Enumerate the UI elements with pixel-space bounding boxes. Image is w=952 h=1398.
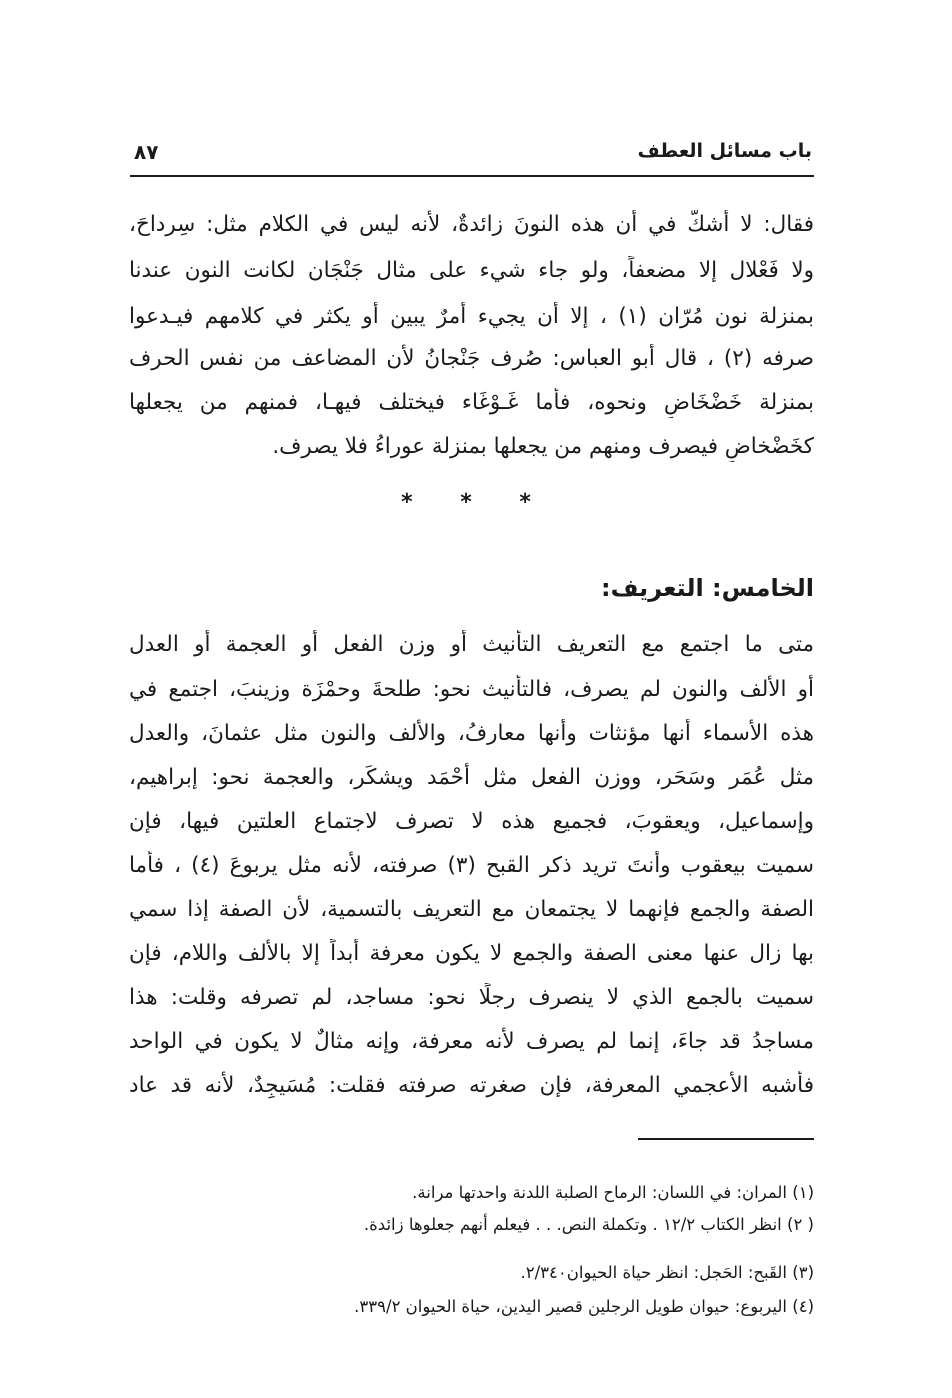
paragraph-2-line-8: بها زال عنها معنى الصفة والجمع لا يكون معرفة أبداً إلا بالألف واللام، فإن	[129, 941, 814, 966]
paragraph-2-line-5: وإسماعيل، ويعقوبَ، فجميع هذه لا تصرف لاجتماع العلتين فيها، فإن	[129, 809, 814, 834]
footnote-3: (٣) القَبح: الحَجل: انظر حياة الحيوان٢/٣٤٠.	[520, 1263, 814, 1282]
page-number: ٨٧	[134, 140, 159, 164]
paragraph-1-line-5: بمنزلة خَضْخَاضٍ ونحوه، فأما غَـوْغَاء فيختلف فيهـا، فمنهم من يجعلها	[129, 390, 814, 415]
header-rule	[130, 175, 814, 177]
paragraph-2-line-4: مثل عُمَر وسَحَر، ووزن الفعل مثل أَحْمَد ويشكَر، والعجمة نحو: إبراهيم،	[129, 765, 814, 790]
footnote-2: ( ٢) انظر الكتاب ١٢/٢ . وتكملة النص. . . فيعلم أنهم جعلوها زائدة.	[363, 1215, 814, 1234]
running-head	[130, 138, 812, 172]
paragraph-2-line-1: متى ما اجتمع مع التعريف التأنيث أو وزن الفعل أو العجمة أو العدل	[129, 632, 814, 657]
paragraph-1-line-1: فقال: لا أشكُّ في أن هذه النونَ زائدةٌ، لأنه ليس في الكلام مثل: سِرداحَ،	[129, 212, 814, 237]
paragraph-2-line-2: أو الألف والنون لم يصرف، فالتأنيث نحو: طلحةَ وحمْزَة وزينبَ، اجتمع في	[129, 677, 814, 702]
section-heading: الخامس: التعريف:	[601, 574, 814, 602]
section-separator: * * *	[401, 490, 551, 515]
footnote-1: (١) المران: في اللسان: الرماح الصلبة اللدنة واحدتها مرانة.	[412, 1183, 814, 1202]
paragraph-1-line-4: صرفه (٢) ، قال أبو العباس: صُرف جَنْجانُ لأن المضاعف من نفس الحرف	[129, 346, 814, 371]
paragraph-1-line-6: كخَضْخاضٍ فيصرف ومنهم من يجعلها بمنزلة عوراءُ فلا يصرف.	[272, 434, 814, 459]
paragraph-2-line-11: فأشبه الأعجمي المعرفة، فإن صغرته صرفته فقلت: مُسَيجِدٌ، لأنه قد عاد	[129, 1073, 814, 1098]
chapter-title: باب مسائل العطف	[637, 140, 812, 162]
paragraph-2-line-6: سميت بيعقوب وأنتَ تريد ذكر القبح (٣) صرفته، لأنه مثل يربوعَ (٤) ، فأما	[129, 853, 814, 878]
paragraph-1-line-3: بمنزلة نون مُرّان (١) ، إلا أن يجيء أمرٌ يبين أو يكثر في كلامهم فيـدعوا	[129, 304, 814, 329]
paragraph-1-line-2: ولا فَعْلال إلا مضعفاً، ولو جاء شيء على مثال جَنْجَان لكانت النون عندنا	[129, 258, 814, 283]
footnote-4: (٤) اليربوع: حيوان طويل الرجلين قصير اليدين، حياة الحيوان ٣٣٩/٢.	[354, 1297, 814, 1316]
paragraph-2-line-7: الصفة والجمع فإنهما لا يجتمعان مع التعريف بالتسمية، لأن الصفة إذا سمي	[129, 897, 814, 922]
paragraph-2-line-9: سميت بالجمع الذي لا ينصرف رجلًا نحو: مساجد، لم تصرفه وقلت: هذا	[129, 985, 814, 1010]
paragraph-2-line-3: هذه الأسماء أنها مؤنثات وأنها معارفُ، والألف والنون مثل عثمانَ، والعدل	[129, 721, 814, 746]
footnote-rule	[638, 1138, 814, 1140]
paragraph-2-line-10: مساجدُ قد جاءَ، إنما لم يصرف لأنه معرفة، وإنه مثالٌ لا يكون في الواحد	[129, 1029, 814, 1054]
